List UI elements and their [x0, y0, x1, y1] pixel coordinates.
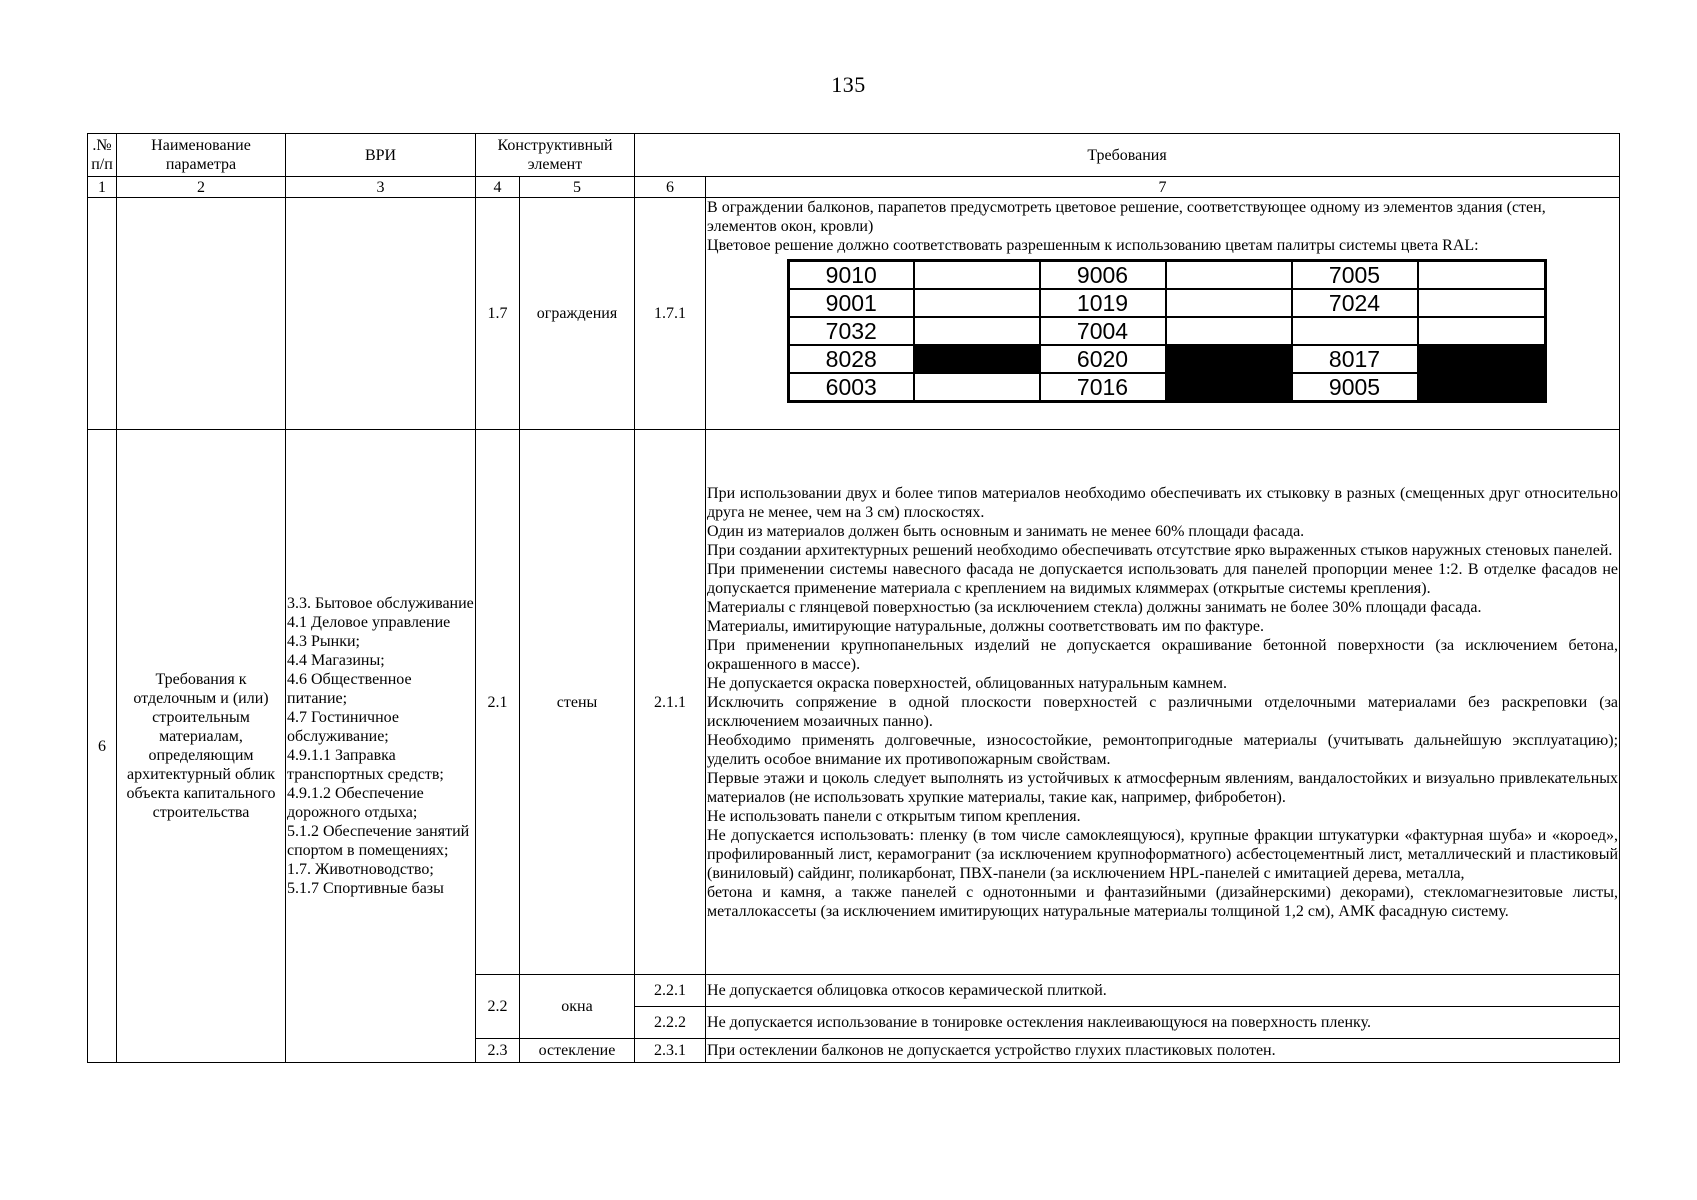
- element-number: 1.7: [476, 198, 520, 430]
- column-number: 1: [88, 177, 117, 198]
- requirement-paragraph: Один из материалов должен быть основным и занимать не менее 60% площади фасада.: [707, 522, 1305, 540]
- ral-swatch: [1166, 261, 1292, 290]
- vri-item: 4.9.1.1 Заправка транспортных средств;: [287, 747, 444, 783]
- parameter-name: Требования к отделочным и (или) строительным материалам, определяющим архитектурный облик объекта капитального строительства: [117, 430, 286, 1063]
- requirement-text: [706, 198, 1620, 430]
- ral-code: 7016: [1040, 373, 1166, 402]
- ral-code: 7004: [1040, 317, 1166, 345]
- fence-requirement-text: В ограждении балконов, парапетов предусмотреть цветовое решение, соответствующее одному из элементов здания (стен, элементов окон, кровли): [707, 199, 1546, 235]
- requirement-text: Не допускается облицовка откосов керамической плиткой.: [706, 975, 1620, 1007]
- ral-code: 6003: [789, 373, 914, 402]
- ral-swatch: [1166, 289, 1292, 317]
- ral-swatch: [1418, 345, 1546, 373]
- ral-code: 7032: [789, 317, 914, 345]
- requirement-text: При остеклении балконов не допускается устройство глухих пластиковых полотен.: [706, 1039, 1620, 1063]
- requirement-paragraph: При создании архитектурных решений необходимо обеспечивать отсутствие ярко выраженных стыков наружных стеновых панелей.: [707, 541, 1613, 559]
- ral-code: 9001: [789, 289, 914, 317]
- ral-code: 9010: [789, 261, 914, 290]
- table-row-fence: [88, 198, 1620, 430]
- table-header-row: [88, 134, 1620, 177]
- header-requirements: Требования: [635, 134, 1620, 177]
- ral-swatch: [914, 317, 1040, 345]
- header-parameter-name: Наименование параметра: [117, 134, 286, 177]
- ral-code: 7024: [1292, 289, 1418, 317]
- ral-swatch: [914, 289, 1040, 317]
- vri-item: 4.6 Общественное питание;: [287, 671, 412, 707]
- vri-list: [286, 430, 476, 1063]
- requirement-paragraph: Первые этажи и цоколь следует выполнять из устойчивых к атмосферным явлениям, вандалостойких и визуально привлекательных материалов (не использовать хрупкие материалы, такие как, например, фибробетон).: [707, 769, 1619, 806]
- vri-item: 4.7 Гостиничное обслуживание;: [287, 709, 399, 745]
- vri-item: 4.4 Магазины;: [287, 652, 385, 669]
- header-constructive-element: Конструктивный элемент: [476, 134, 635, 177]
- ral-row: [789, 289, 1546, 317]
- ral-swatch: [1166, 373, 1292, 402]
- ral-palette-caption: Цветовое решение должно соответствовать разрешенным к использованию цветам палитры системы цвета RAL:: [707, 237, 1479, 254]
- element-number: 2.3: [476, 1039, 520, 1063]
- requirement-text: Не допускается использование в тонировке остекления наклеивающуюся на поверхность пленку.: [706, 1007, 1620, 1039]
- requirements-table: [87, 133, 1620, 1063]
- empty-cell: [117, 198, 286, 430]
- element-number: 2.2: [476, 975, 520, 1039]
- column-number: 5: [520, 177, 635, 198]
- ral-row: [789, 373, 1546, 402]
- ral-swatch: [1166, 317, 1292, 345]
- page-number: 135: [831, 72, 866, 97]
- column-number: 2: [117, 177, 286, 198]
- element-number: 2.1: [476, 430, 520, 975]
- requirement-number: 1.7.1: [635, 198, 706, 430]
- ral-code: 8017: [1292, 345, 1418, 373]
- ral-swatch: [1166, 345, 1292, 373]
- vri-item: 4.3 Рынки;: [287, 633, 360, 650]
- requirement-paragraph: При применении крупнопанельных изделий не допускается окрашивание бетонной поверхности (за исключением бетона, окрашенного в массе).: [707, 636, 1619, 673]
- vri-item: 1.7. Животноводство;: [287, 861, 434, 878]
- requirement-number: 2.1.1: [635, 430, 706, 975]
- vri-item: 4.1 Деловое управление: [287, 614, 451, 631]
- empty-cell: [88, 198, 117, 430]
- ral-code: 6020: [1040, 345, 1166, 373]
- ral-swatch: [914, 261, 1040, 290]
- requirement-paragraph: Исключить сопряжение в одной плоскости поверхностей с различными отделочными материалами без раскреповки (за исключением мозаичных панно).: [707, 693, 1619, 730]
- element-name: остекление: [520, 1039, 635, 1063]
- element-name: ограждения: [520, 198, 635, 430]
- ral-code: 1019: [1040, 289, 1166, 317]
- column-number-row: [88, 177, 1620, 198]
- requirement-paragraph: Материалы с глянцевой поверхностью (за исключением стекла) должны занимать не более 30% площади фасада.: [707, 598, 1482, 616]
- walls-requirements: [706, 430, 1620, 975]
- ral-swatch: [1418, 373, 1546, 402]
- element-name: окна: [520, 975, 635, 1039]
- ral-row: [789, 317, 1546, 345]
- element-name: стены: [520, 430, 635, 975]
- row-number: 6: [88, 430, 117, 1063]
- ral-code: [1292, 317, 1418, 345]
- header-number: .№ п/п: [88, 134, 117, 177]
- empty-cell: [286, 198, 476, 430]
- requirement-number: 2.2.2: [635, 1007, 706, 1039]
- requirement-paragraph: При использовании двух и более типов материалов необходимо обеспечивать их стыковку в разных (смещенных друг относительно друга не менее, чем на 3 см) плоскостях.: [707, 484, 1619, 521]
- ral-code: 7005: [1292, 261, 1418, 290]
- requirement-paragraph: Необходимо применять долговечные, износостойкие, ремонтопригодные материалы (учитывать дальнейшую эксплуатацию); уделить особое внимание их противопожарным свойствам.: [707, 731, 1619, 768]
- vri-item: 4.9.1.2 Обеспечение дорожного отдыха;: [287, 785, 424, 821]
- column-number: 6: [635, 177, 706, 198]
- requirement-paragraph: При применении системы навесного фасада не допускается использовать для панелей пропорции менее 1:2. В отделке фасадов не допускается применение материала с креплением на видимых кляммерах (открытые системы крепления).: [707, 560, 1619, 597]
- ral-swatch: [914, 345, 1040, 373]
- vri-item: 5.1.2 Обеспечение занятий спортом в помещениях;: [287, 823, 470, 859]
- requirement-paragraph: Не допускается использовать: пленку (в том числе самоклеящуюся), крупные фракции штукатурки «фактурная шуба» и «короед», профилированный лист, керамогранит (за исключением крупноформатного) асбестоцементный лист, металлический и пластиковый (виниловый) сайдинг, поликарбонат, ПВХ-панели (за исключением HPL-панелей с имитацией дерева, металла,: [707, 826, 1619, 882]
- table-row-walls: [88, 430, 1620, 975]
- ral-swatch: [1418, 317, 1546, 345]
- requirement-paragraph: бетона и камня, а также панелей с однотонными и фантазийными (дизайнерскими) декорами), стекломагнезитовые листы, металлокассеты (за исключением имитирующих натуральные материалы толщиной 1,2 см), АМК фасадную систему.: [707, 883, 1619, 920]
- ral-color-palette: [787, 259, 1547, 403]
- vri-item: 3.3. Бытовое обслуживание: [287, 595, 474, 612]
- requirement-paragraph: Не использовать панели с открытым типом крепления.: [707, 807, 1081, 825]
- ral-row: [789, 345, 1546, 373]
- ral-swatch: [914, 373, 1040, 402]
- ral-code: 9006: [1040, 261, 1166, 290]
- ral-row: [789, 261, 1546, 290]
- requirement-paragraph: Материалы, имитирующие натуральные, должны соответствовать им по фактуре.: [707, 617, 1264, 635]
- requirement-number: 2.3.1: [635, 1039, 706, 1063]
- ral-code: 8028: [789, 345, 914, 373]
- header-vri: ВРИ: [286, 134, 476, 177]
- vri-item: 5.1.7 Спортивные базы: [287, 880, 444, 897]
- ral-swatch: [1418, 261, 1546, 290]
- column-number: 7: [706, 177, 1620, 198]
- requirement-number: 2.2.1: [635, 975, 706, 1007]
- column-number: 3: [286, 177, 476, 198]
- requirement-paragraph: Не допускается окраска поверхностей, облицованных натуральным камнем.: [707, 674, 1228, 692]
- ral-swatch: [1418, 289, 1546, 317]
- ral-code: 9005: [1292, 373, 1418, 402]
- column-number: 4: [476, 177, 520, 198]
